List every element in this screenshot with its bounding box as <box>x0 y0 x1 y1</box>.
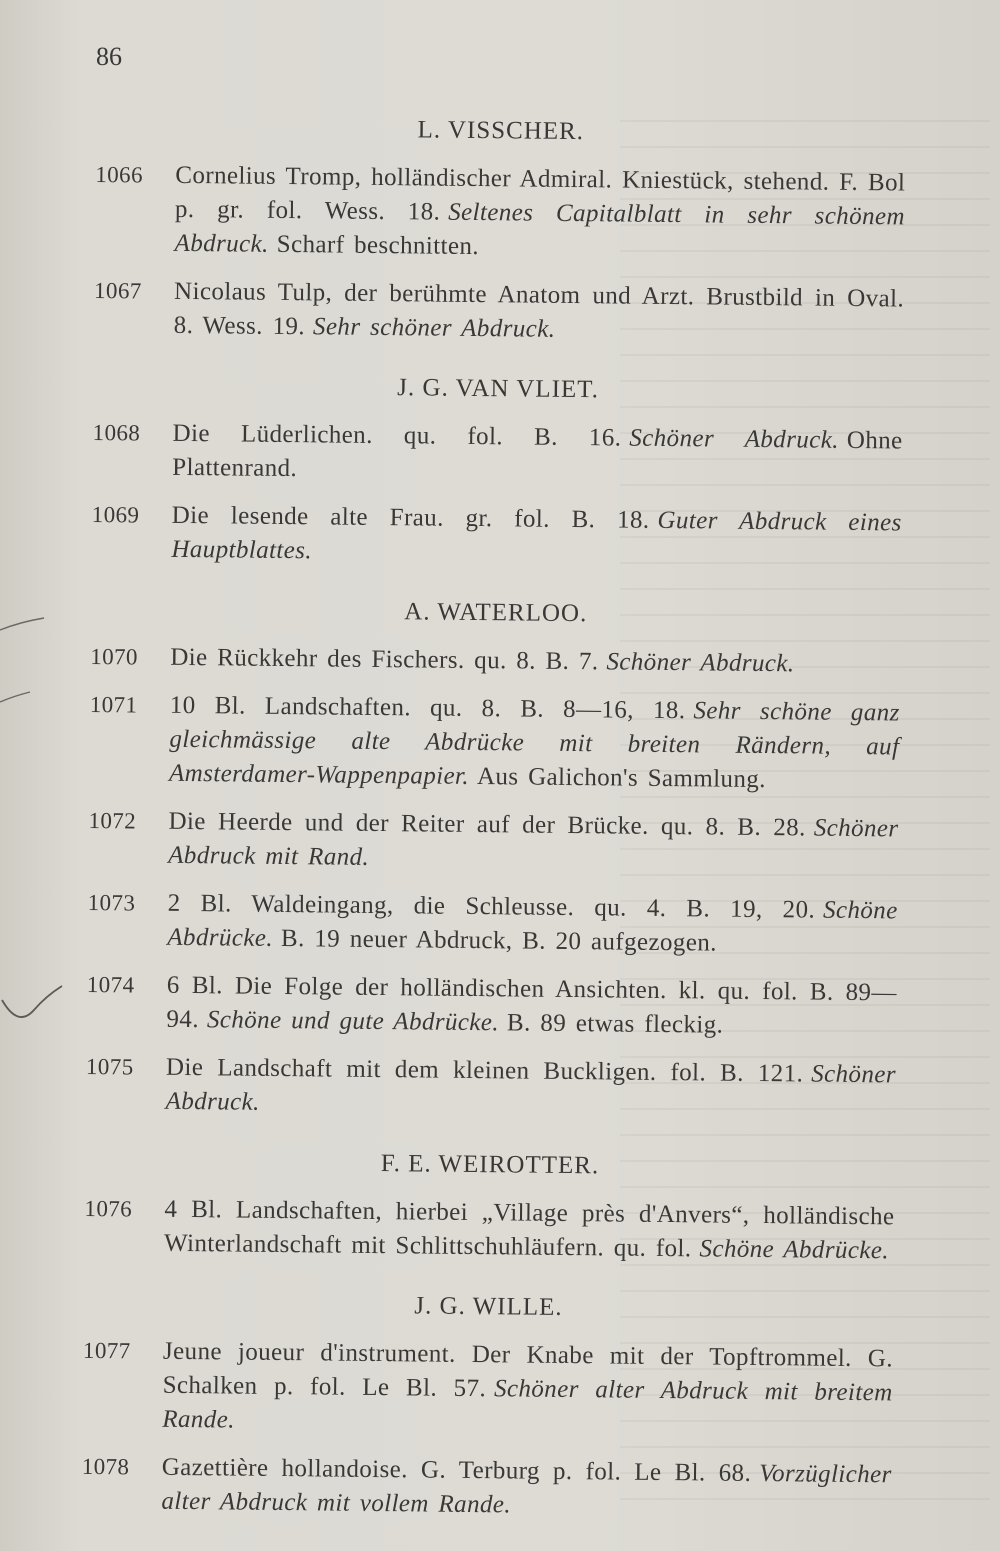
entry-description: 4 Bl. Landschaften, hierbei „Village près d'Anvers“, holländische Winterlandschaft mit Schlittschuhläufern. qu. fol. <box>163 1195 895 1263</box>
entry-description: Nicolaus Tulp, der berühmte Anatom und Arzt. Brustbild in Oval. 8. Wess. 19. <box>173 277 905 341</box>
condition-note: Schöne Abdrücke. <box>699 1235 890 1265</box>
artist-section <box>94 110 906 350</box>
entry-description: Jeune joueur d'instrument. Der Knabe mit der Topftrommel. G. Schalken p. fol. Le Bl. 57. <box>162 1337 894 1403</box>
lot-number: 1076 <box>84 1195 133 1222</box>
condition-note: Schöner Abdruck. <box>165 1060 897 1116</box>
artist-heading: J. G. VAN VLIET. <box>397 374 600 404</box>
catalogue-entry <box>90 640 900 682</box>
catalogue-entry <box>89 688 900 798</box>
pencil-tick-1075 <box>0 980 70 1040</box>
catalogue-entry <box>85 1050 896 1126</box>
condition-note: Guter Abdruck eines Hauptblattes. <box>171 506 902 565</box>
artist-section <box>84 1144 895 1268</box>
lot-number: 1072 <box>88 807 137 834</box>
catalogue-entry <box>86 968 897 1044</box>
condition-note: Schöner Abdruck. <box>606 648 795 678</box>
catalogue-entry <box>94 158 905 268</box>
entry-description: Cornelius Tromp, holländischer Admiral. Kniestück, stehend. F. Bol p. gr. fol. Wess. 18. <box>174 161 906 226</box>
artist-heading: J. G. WILLE. <box>414 1292 563 1321</box>
catalogue-entry <box>82 1334 893 1444</box>
entry-remark: B. 89 etwas fleckig. <box>506 1009 724 1039</box>
lot-number: 1066 <box>95 161 144 188</box>
catalogue-content <box>81 110 906 1552</box>
condition-note: Schöner Abdruck mit Rand. <box>168 814 899 871</box>
lot-number: 1067 <box>93 277 142 304</box>
catalogue-entry <box>92 416 903 492</box>
condition-note: Sehr schöner Abdruck. <box>312 313 556 343</box>
lot-number: 1074 <box>86 971 135 998</box>
lot-number: 1073 <box>87 889 136 916</box>
condition-note: Seltenes Capitalblatt in sehr schönem Abdruck. <box>174 198 906 258</box>
artist-section <box>85 592 900 1126</box>
lot-number: 1077 <box>82 1337 131 1364</box>
condition-note: Sehr schöne ganz gleichmässige alte Abdrücke mit breiten Rändern, auf Amsterdamer-Wappenpapier. <box>168 697 900 790</box>
page-number: 86 <box>96 42 122 71</box>
catalogue-entry <box>91 498 902 574</box>
entry-description: Gazettière hollandoise. G. Terburg p. fol. Le Bl. 68. <box>161 1453 752 1487</box>
pencil-mark-1070 <box>0 600 60 660</box>
catalogue-entry <box>94 274 905 350</box>
artist-section <box>81 1286 893 1526</box>
entry-description: Die Heerde und der Reiter auf der Brücke. qu. 8. B. 28. <box>168 807 806 842</box>
artist-heading: F. E. WEIROTTER. <box>380 1150 600 1180</box>
entry-remark: B. 19 neuer Abdruck, B. 20 aufgezogen. <box>280 924 717 957</box>
artist-section <box>91 368 903 574</box>
condition-note: Schöner Abdruck. <box>629 424 839 454</box>
lot-number: 1069 <box>91 501 140 528</box>
catalogue-entry <box>81 1450 892 1526</box>
condition-note: Schöner alter Abdruck mit breitem Rande. <box>162 1375 893 1434</box>
condition-note: Vorzüglicher alter Abdruck mit vollem Rande. <box>161 1460 892 1519</box>
catalogue-entry <box>84 1192 895 1268</box>
condition-note: Schöne Abdrücke. <box>167 896 898 952</box>
catalogue-entry <box>87 886 898 962</box>
entry-remark: Scharf beschnitten. <box>276 230 480 261</box>
entry-remark: Aus Galichon's Sammlung. <box>476 763 766 794</box>
entry-description: 10 Bl. Landschaften. qu. 8. B. 8—16, 18. <box>169 691 686 725</box>
lot-number: 1075 <box>85 1053 134 1080</box>
entry-description: 2 Bl. Waldeingang, die Schleusse. qu. 4. B. 19, 20. <box>167 889 816 924</box>
artist-heading: L. VISSCHER. <box>417 116 585 146</box>
artist-heading: A. WATERLOO. <box>404 598 588 628</box>
lot-number: 1078 <box>81 1453 130 1480</box>
pencil-mark-1071 <box>0 680 60 720</box>
catalogue-entry <box>88 804 899 880</box>
lot-number: 1071 <box>89 691 138 718</box>
lot-number: 1068 <box>92 419 141 446</box>
condition-note: Schöne und gute Abdrücke. <box>206 1006 500 1037</box>
entry-remark: Ohne Plattenrand. <box>172 426 903 483</box>
entry-description: Die Rückkehr des Fischers. qu. 8. B. 7. <box>170 643 599 676</box>
lot-number: 1070 <box>90 643 139 670</box>
entry-description: 6 Bl. Die Folge der holländischen Ansichten. kl. qu. fol. B. 89—94. <box>166 971 897 1034</box>
entry-description: Die Landschaft mit dem kleinen Buckligen. fol. B. 121. <box>165 1053 804 1088</box>
entry-description: Die Lüderlichen. qu. fol. B. 16. <box>172 419 622 452</box>
entry-description: Die lesende alte Frau. gr. fol. B. 18. <box>171 501 650 534</box>
